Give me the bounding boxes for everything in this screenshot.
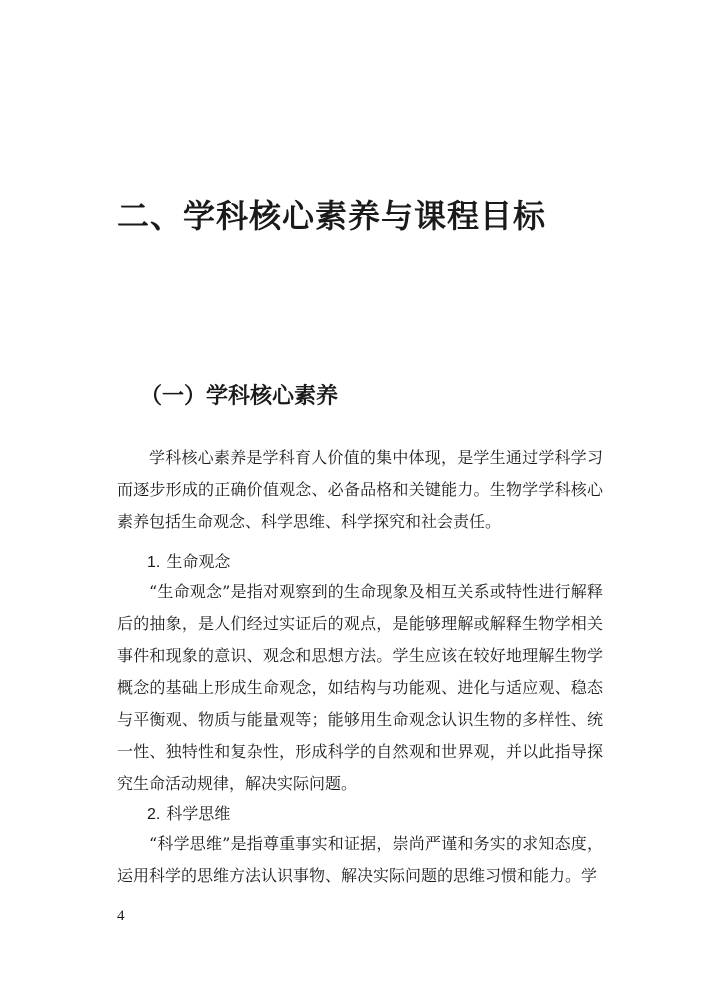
subsection-paragraph-scientific-thinking: “科学思维”是指尊重事实和证据，崇尚严谨和务实的求知态度，运用科学的思维方法认识事物、解决实际问题的思维习惯和能力。学 (117, 834, 603, 885)
page-number: 4 (117, 908, 125, 924)
chapter-title: 二、学科核心素养与课程目标 (117, 197, 547, 235)
subsection-title: 科学思维 (166, 804, 231, 823)
subsection-paragraph-life-concept: “生命观念”是指对观察到的生命现象及相互关系或特性进行解释后的抽象，是人们经过实证后的观点，是能够理解或解释生物学相关事件和现象的意识、观念和思想方法。学生应该在较好地理解生物学概念的基础上形成生命观念，如结构与功能观、进化与适应观、稳态与平衡观、物质与能量观等；能够用生命观念认识生物的多样性、统一性、独特性和复杂性，形成科学的自然观和世界观，并以此指导探究生命活动规律，解决实际问题。 (117, 582, 603, 793)
section-title: （一）学科核心素养 (140, 384, 339, 409)
subsection-number: 2. (147, 806, 161, 823)
subsection-title: 生命观念 (166, 552, 231, 571)
subsection-heading-scientific-thinking (147, 801, 230, 828)
subsection-heading-life-concept (147, 549, 230, 576)
subsection-number: 1. (147, 554, 161, 571)
intro-paragraph: 学科核心素养是学科育人价值的集中体现，是学生通过学科学习而逐步形成的正确价值观念、必备品格和关键能力。生物学学科核心素养包括生命观念、科学思维、科学探究和社会责任。 (117, 448, 603, 531)
